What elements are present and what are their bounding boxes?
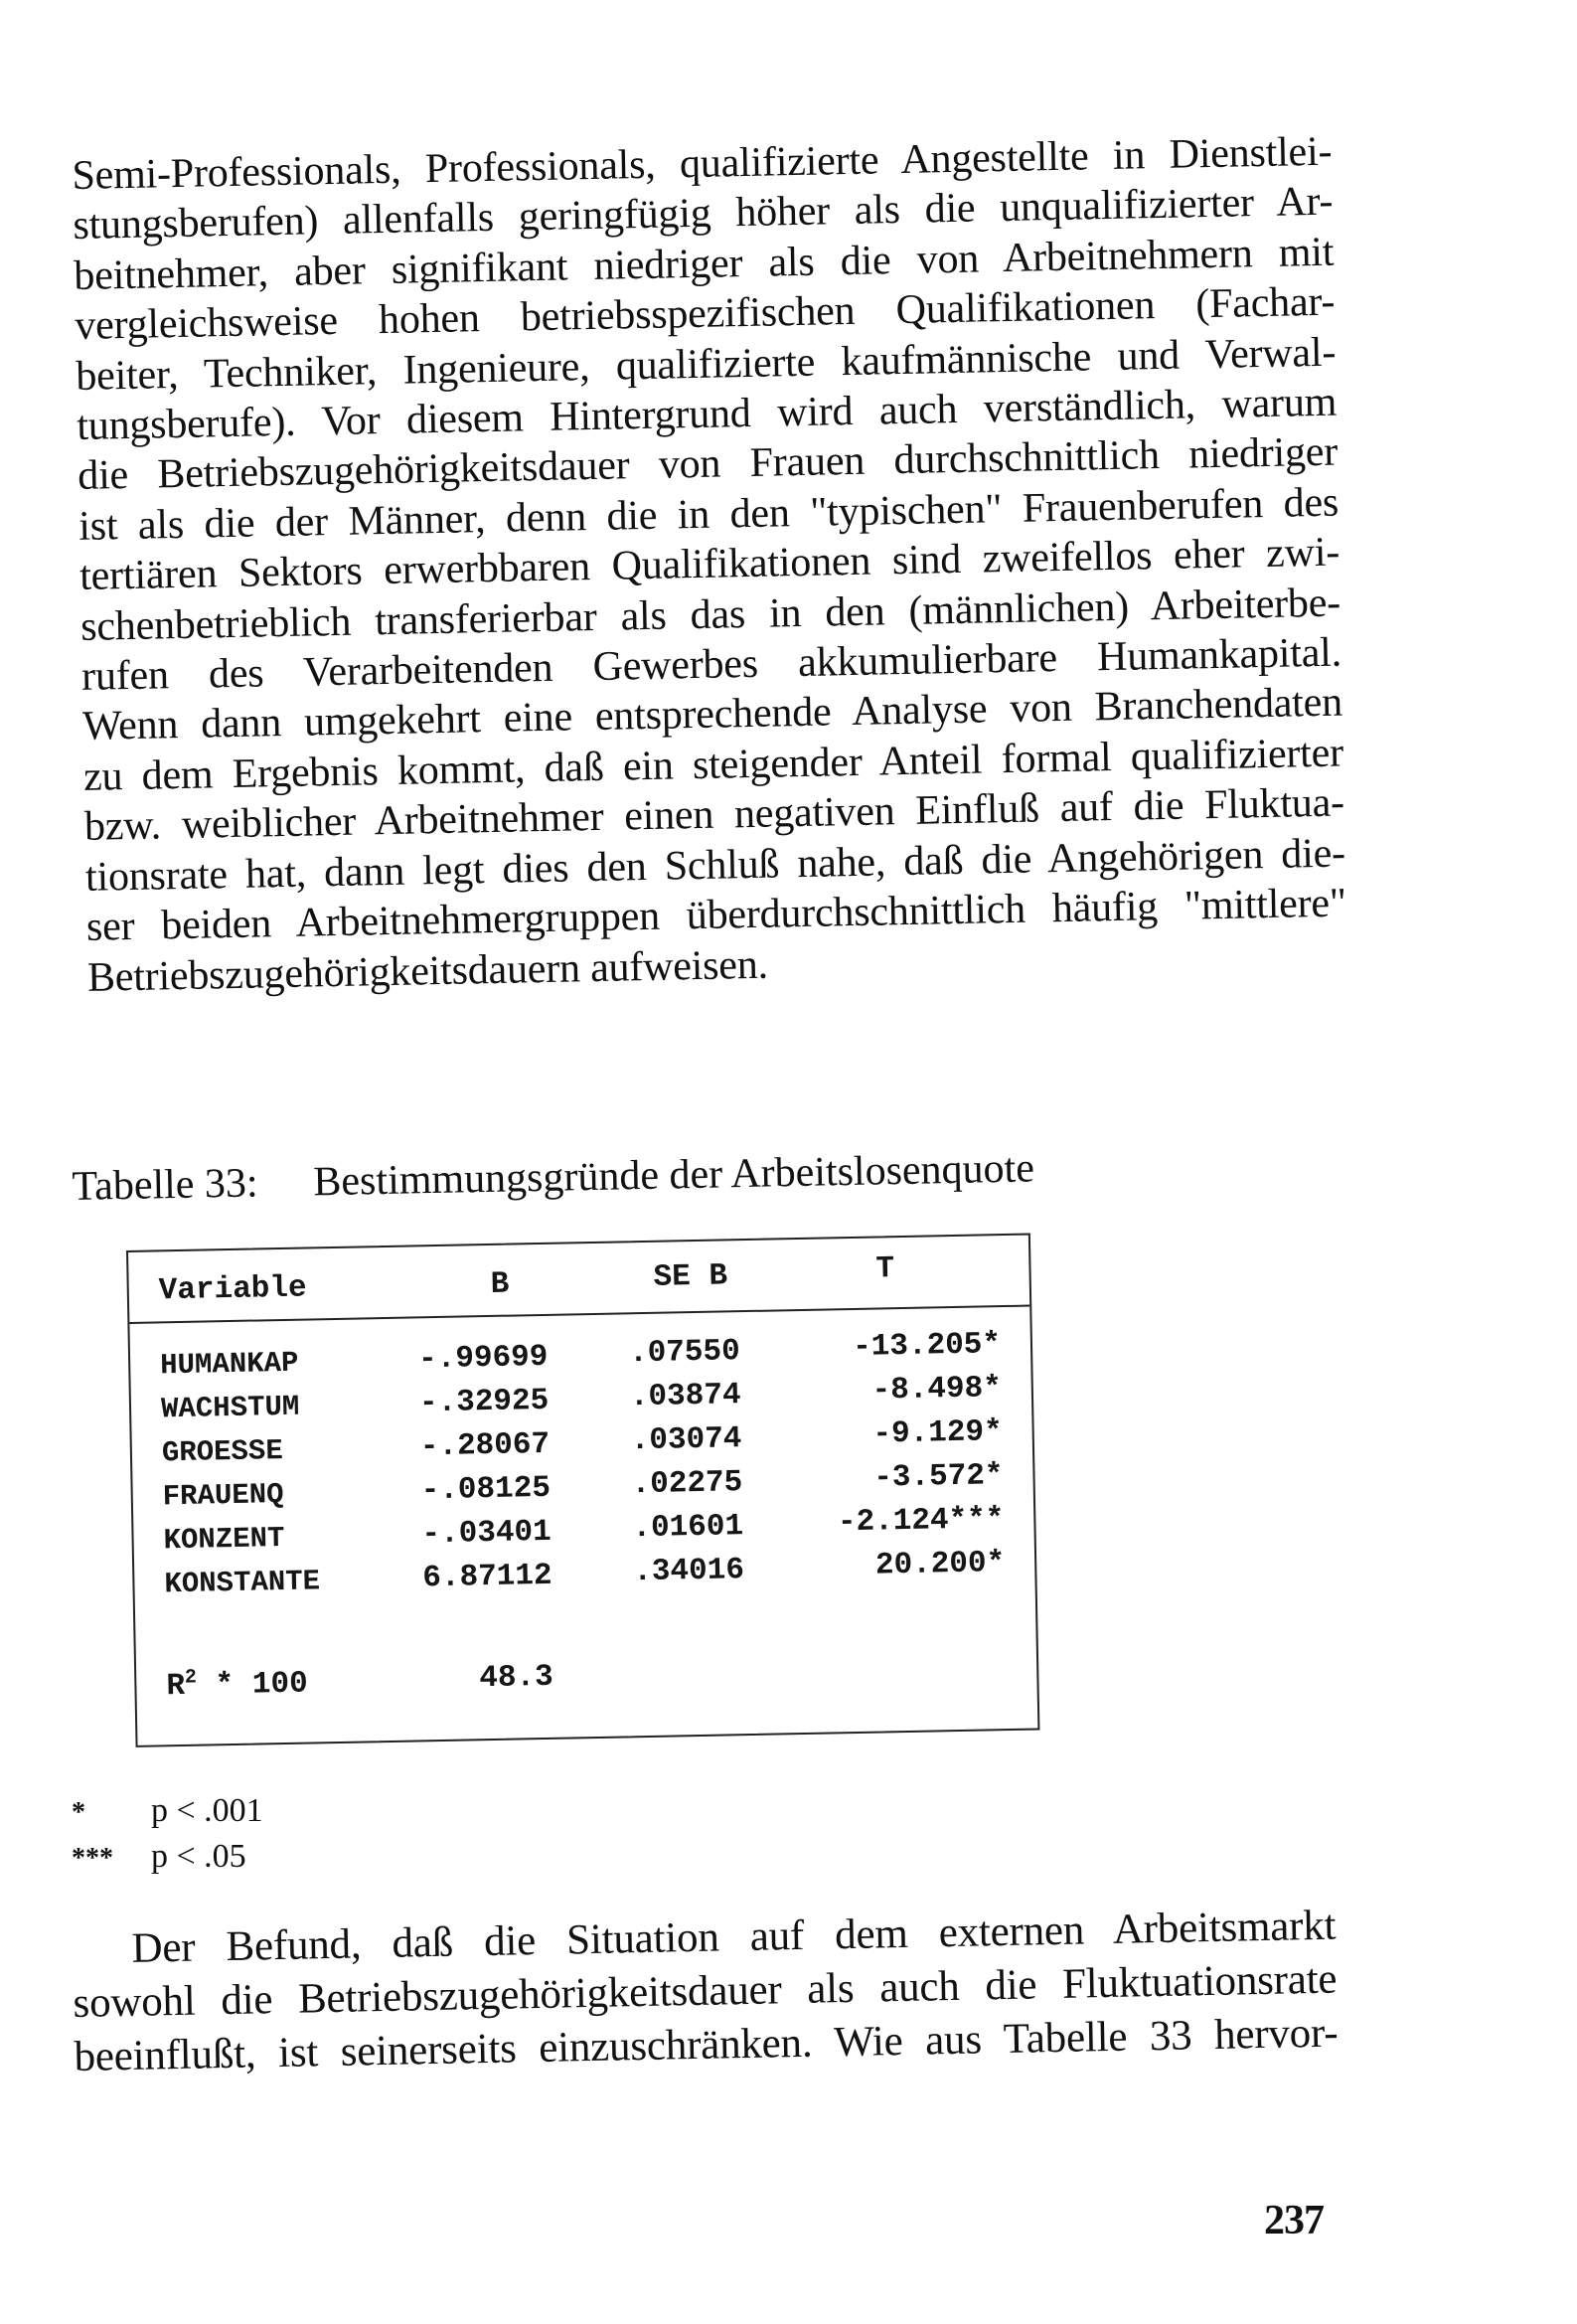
cell-b: 6.87112 [422, 1558, 552, 1596]
cell-b: -.28067 [419, 1426, 551, 1465]
cell-se-b: .02275 [631, 1465, 743, 1503]
r-squared-base: R [166, 1668, 186, 1705]
cell-t: -2.124*** [837, 1502, 1005, 1541]
cell-variable: FRAUENQ [162, 1478, 284, 1514]
text-line: rufen des Verarbeitenden Gewerbes akkumulierbare Humankapital. [80, 629, 1342, 700]
cell-se-b: .03074 [630, 1421, 742, 1459]
text-line: tionsrate hat, dann legt dies den Schluß nahe, daß die Angehörigen die- [84, 830, 1346, 901]
cell-t: -13.205* [852, 1327, 1002, 1365]
text-line: schenbetrieblich transferierbar als das in den (männlichen) Arbeiterbe- [79, 580, 1341, 650]
r-squared-row [136, 1652, 1037, 1713]
text-line: beeinflußt, ist seinerseits einzuschränken. Wie aus Tabelle 33 hervor- [74, 2009, 1339, 2080]
footnote [72, 1835, 263, 1881]
cell-variable: KONSTANTE [164, 1565, 321, 1601]
regression-table [126, 1234, 1039, 1747]
cell-variable: WACHSTUM [160, 1390, 300, 1426]
footnote-mark: *** [72, 1843, 113, 1874]
text-line: vergleichsweise hohen betriebsspezifischen Qualifikationen (Fachar- [74, 278, 1336, 350]
text-line: ser beiden Arbeitnehmergruppen überdurchschnittlich häufig "mittlere" [85, 880, 1347, 950]
cell-variable: KONZENT [163, 1521, 285, 1558]
text-line: ist als die der Männer, denn die in den "typischen" Frauenberufen des [78, 479, 1340, 550]
cell-b: -.08125 [420, 1470, 552, 1509]
cell-se-b: .01601 [632, 1509, 744, 1547]
text-line: Der Befund, daß die Situation auf dem externen Arbeitsmarkt [131, 1902, 1337, 1972]
footnote [72, 1789, 263, 1835]
text-line: sowohl die Betriebszugehörigkeitsdauer als auch die Fluktuationsrate [73, 1955, 1338, 2027]
text-line: zu dem Ergebnis kommt, daß ein steigender Anteil formal qualifizierter [82, 730, 1344, 800]
table-caption-label: Tabelle 33: [72, 1160, 259, 1210]
body-paragraph-1 [72, 127, 1347, 1003]
r-squared-multiplier: * 100 [196, 1666, 308, 1704]
text-line: stungsberufen) allenfalls geringfügig höher als die unqualifizierter Ar- [73, 179, 1334, 249]
text-line: beiter, Techniker, Ingenieure, qualifizierte kaufmännische und Verwal- [75, 329, 1337, 400]
table-caption-title: Bestimmungsgründe der Arbeitslosenquote [312, 1145, 1035, 1206]
cell-se-b: .34016 [632, 1553, 745, 1590]
table-header [128, 1236, 1029, 1324]
footnote-text: p < .001 [151, 1792, 263, 1829]
text-line: Semi-Professionals, Professionals, qualifizierte Angestellte in Dienstlei- [72, 128, 1333, 199]
text-line: Wenn dann umgekehrt eine entsprechende Analyse von Branchendaten [81, 680, 1343, 750]
r-squared-label [166, 1667, 308, 1705]
text-line: Betriebszugehörigkeitsdauern aufweisen. [86, 941, 769, 1001]
text-line: tertiären Sektors erwerbbaren Qualifikationen sind zweifellos eher zwi- [79, 529, 1340, 600]
text-line: beitnehmer, aber signifikant niedriger als die von Arbeitnehmern mit [73, 229, 1335, 299]
cell-t: -3.572* [872, 1458, 1004, 1496]
cell-t: 20.200* [874, 1546, 1006, 1583]
header-t: T [875, 1251, 895, 1287]
cell-b: -.99699 [417, 1339, 549, 1378]
header-variable: Variable [158, 1270, 307, 1309]
r-squared-exponent: 2 [184, 1666, 198, 1690]
body-paragraph-2 [72, 1900, 1339, 2084]
cell-t: -9.129* [872, 1414, 1004, 1452]
cell-variable: HUMANKAP [159, 1346, 299, 1383]
table-body [130, 1327, 1035, 1606]
table-caption [72, 1144, 1034, 1211]
cell-variable: GROESSE [161, 1434, 284, 1470]
text-line: bzw. weiblicher Arbeitnehmer einen negativen Einfluß auf die Fluktua- [83, 779, 1345, 851]
page-number: 237 [1264, 2198, 1324, 2243]
cell-b: -.32925 [418, 1383, 550, 1421]
header-b: B [490, 1266, 510, 1302]
text-line: die Betriebszugehörigkeitsdauer von Frauen durchschnittlich niedriger [77, 429, 1339, 500]
footnote-mark: * [72, 1797, 85, 1828]
table-footnotes [72, 1789, 263, 1881]
r-squared-value: 48.3 [478, 1659, 554, 1697]
cell-t: -8.498* [871, 1371, 1003, 1409]
cell-se-b: .07550 [628, 1334, 741, 1372]
cell-b: -.03401 [421, 1514, 552, 1553]
text-line: tungsberufe). Vor diesem Hintergrund wird auch verständlich, warum [76, 379, 1338, 449]
cell-se-b: .03874 [629, 1378, 741, 1415]
footnote-text: p < .05 [151, 1838, 246, 1875]
header-se-b: SE B [653, 1258, 728, 1295]
